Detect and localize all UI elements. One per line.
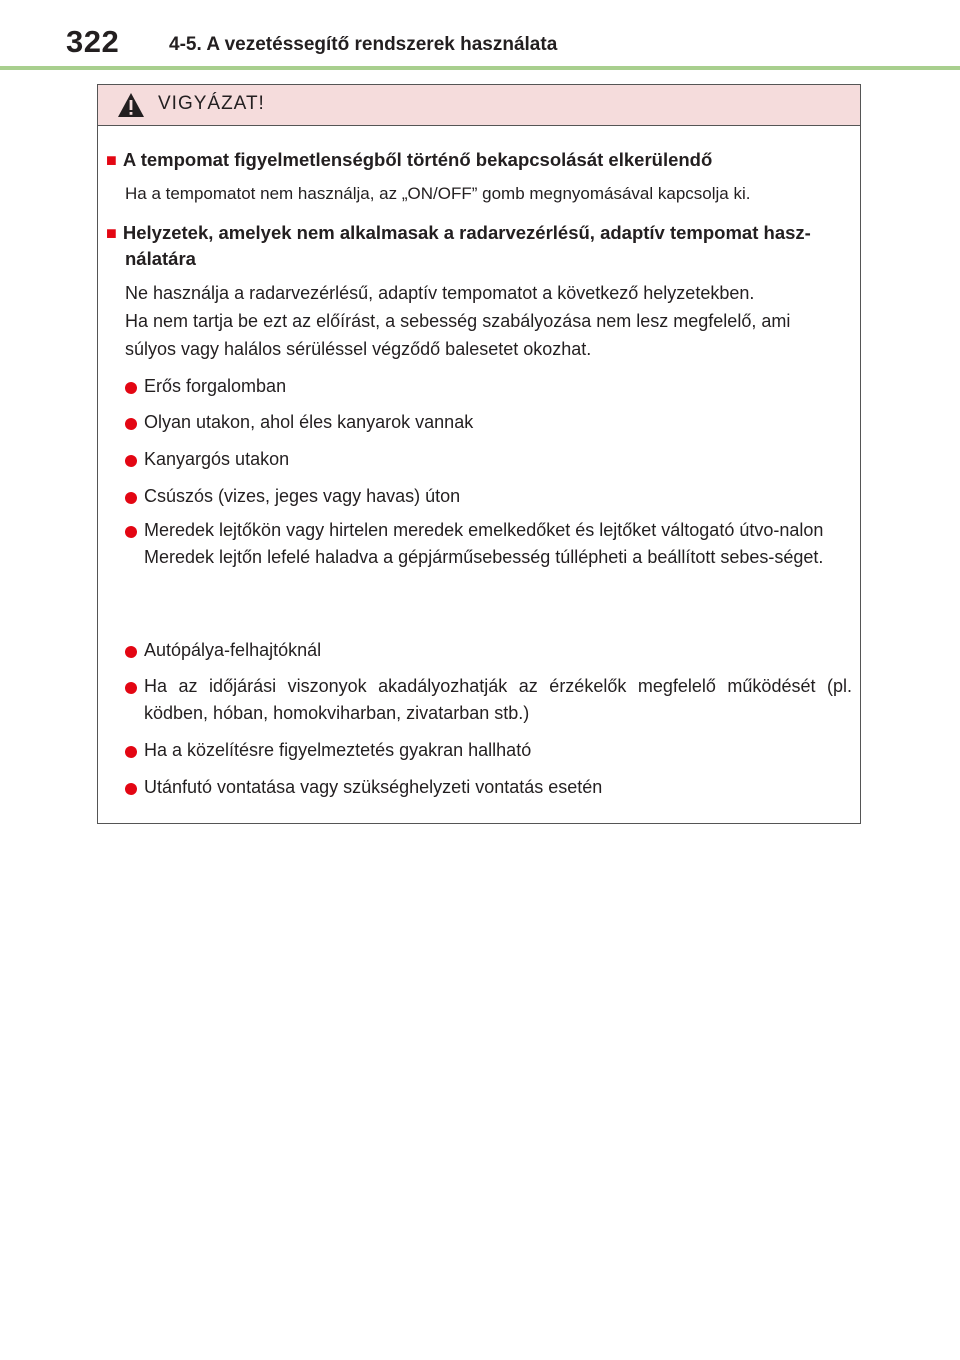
list-item: Autópálya-felhajtóknál xyxy=(125,637,852,664)
list-item: Utánfutó vontatása vagy szükséghelyzeti vontatás esetén xyxy=(125,774,852,801)
section-text: Ha a tempomatot nem használja, az „ON/OFF” gomb megnyomásával kapcsolja ki. xyxy=(125,184,751,203)
list-item: Kanyargós utakon xyxy=(125,446,852,473)
square-bullet-icon: ■ xyxy=(106,223,117,243)
section-text: Ne használja a radarvezérlésű, adaptív tempomatot a következő helyzetekben. Ha nem tartja be ezt az előírást, a sebesség szabályozása nem lesz megfelelő, ami súlyos vagy halálos sérüléssel végződő balesetet okozhat. xyxy=(125,283,791,359)
header-rule xyxy=(0,66,960,70)
bullet-dot-icon xyxy=(125,382,137,394)
list-item: Olyan utakon, ahol éles kanyarok vannak xyxy=(125,409,852,436)
list-item: Csúszós (vizes, jeges vagy havas) úton xyxy=(125,483,852,510)
bullet-dot-icon xyxy=(125,455,137,467)
warning-header xyxy=(98,85,860,126)
page-number: 322 xyxy=(66,24,120,59)
section-heading: ■ A tempomat figyelmetlenségből történő bekapcsolását elkerülendő xyxy=(106,149,713,170)
section-heading: ■ Helyzetek, amelyek nem alkalmasak a radarvezérlésű, adaptív tempomat hasz- nálatára xyxy=(106,222,811,269)
page-header xyxy=(66,22,960,62)
bullet-dot-icon xyxy=(125,682,137,694)
bullet-dot-icon xyxy=(125,746,137,758)
bullet-dot-icon xyxy=(125,492,137,504)
section-title: 4-5. A vezetéssegítő rendszerek használata xyxy=(169,34,558,55)
bullet-dot-icon xyxy=(125,526,137,538)
warning-title: VIGYÁZAT! xyxy=(158,93,265,114)
warning-box xyxy=(97,84,861,824)
list-item: Meredek lejtőkön vagy hirtelen meredek emelkedőket és lejtőket váltogató útvo-nalon Meredek lejtőn lefelé haladva a gépjárműsebesség túllépheti a beállított sebes-séget. xyxy=(125,517,852,571)
list-item: Erős forgalomban xyxy=(125,373,852,400)
list-item: Ha az időjárási viszonyok akadályozhatják az érzékelők megfelelő működését (pl. ködben, hóban, homokviharban, zivatarban stb.) xyxy=(125,673,852,727)
warning-triangle-icon xyxy=(117,92,145,118)
bullet-dot-icon xyxy=(125,646,137,658)
bullet-dot-icon xyxy=(125,418,137,430)
square-bullet-icon: ■ xyxy=(106,150,117,170)
list-item: Ha a közelítésre figyelmeztetés gyakran hallható xyxy=(125,737,852,764)
bullet-dot-icon xyxy=(125,783,137,795)
